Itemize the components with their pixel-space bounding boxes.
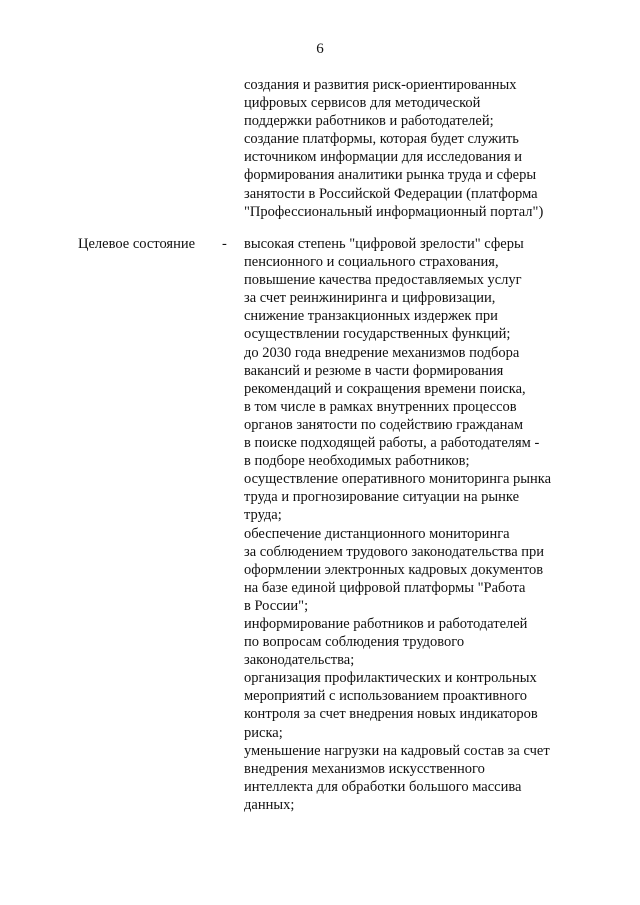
text-line: оформлении электронных кадровых документов xyxy=(244,561,544,578)
text-line: труда; xyxy=(244,507,282,524)
text-line: создания и развития риск-ориентированных xyxy=(244,77,517,93)
text-line: "Профессиональный информационный портал") xyxy=(244,203,544,220)
text-line: рекомендаций и сокращения времени поиска, xyxy=(244,380,526,397)
text-line: до 2030 года внедрение механизмов подбора xyxy=(244,344,520,361)
text-line: вакансий и резюме в части формирования xyxy=(244,362,504,379)
text-line: пенсионного и социального страхования, xyxy=(244,254,499,271)
text-line: данных; xyxy=(244,796,295,813)
text-line: интеллекта для обработки большого массива xyxy=(244,778,522,795)
text-line: за соблюдением трудового законодательства при xyxy=(244,543,545,560)
text-line: уменьшение нагрузки на кадровый состав за счет xyxy=(244,742,550,759)
label-dash: - xyxy=(222,236,227,252)
text-line: обеспечение дистанционного мониторинга xyxy=(244,525,510,542)
text-line: законодательства; xyxy=(244,652,355,669)
target-state-label: Целевое состояние xyxy=(78,236,196,252)
text-line: в том числе в рамках внутренних процессов xyxy=(244,398,517,415)
text-line: формирования аналитики рынка труда и сферы xyxy=(244,167,537,184)
text-line: в поиске подходящей работы, а работодателям - xyxy=(244,435,540,452)
text-line: снижение транзакционных издержек при xyxy=(244,308,498,325)
text-line: информирование работников и работодателей xyxy=(244,615,528,632)
text-line: контроля за счет внедрения новых индикаторов xyxy=(244,706,538,723)
text-line: создание платформы, которая будет служить xyxy=(244,131,519,148)
text-line: источником информации для исследования и xyxy=(244,149,523,166)
text-line: цифровых сервисов для методической xyxy=(244,95,481,112)
text-line: в подборе необходимых работников; xyxy=(244,453,470,470)
text-line: мероприятий с использованием проактивного xyxy=(244,688,528,705)
text-line: повышение качества предоставляемых услуг xyxy=(244,272,522,289)
text-line: по вопросам соблюдения трудового xyxy=(244,634,465,651)
text-line: труда и прогнозирование ситуации на рынке xyxy=(244,489,520,506)
text-line: поддержки работников и работодателей; xyxy=(244,113,494,130)
text-line: высокая степень "цифровой зрелости" сферы xyxy=(244,236,524,252)
text-line: занятости в Российской Федерации (платформа xyxy=(244,185,538,202)
text-line: осуществление оперативного мониторинга рынка xyxy=(244,471,552,488)
text-line: в России"; xyxy=(244,597,309,614)
text-line: на базе единой цифровой платформы "Работа xyxy=(244,579,526,596)
target-state-text-block xyxy=(244,235,604,814)
page-number: 6 xyxy=(316,41,324,57)
text-line: осуществлении государственных функций; xyxy=(244,326,511,343)
text-line: риска; xyxy=(244,724,283,741)
text-line: органов занятости по содействию гражданам xyxy=(244,416,524,433)
intro-text-block xyxy=(244,76,604,221)
text-line: организация профилактических и контрольных xyxy=(244,670,537,687)
text-line: внедрения механизмов искусственного xyxy=(244,760,485,777)
text-line: за счет реинжиниринга и цифровизации, xyxy=(244,290,496,307)
